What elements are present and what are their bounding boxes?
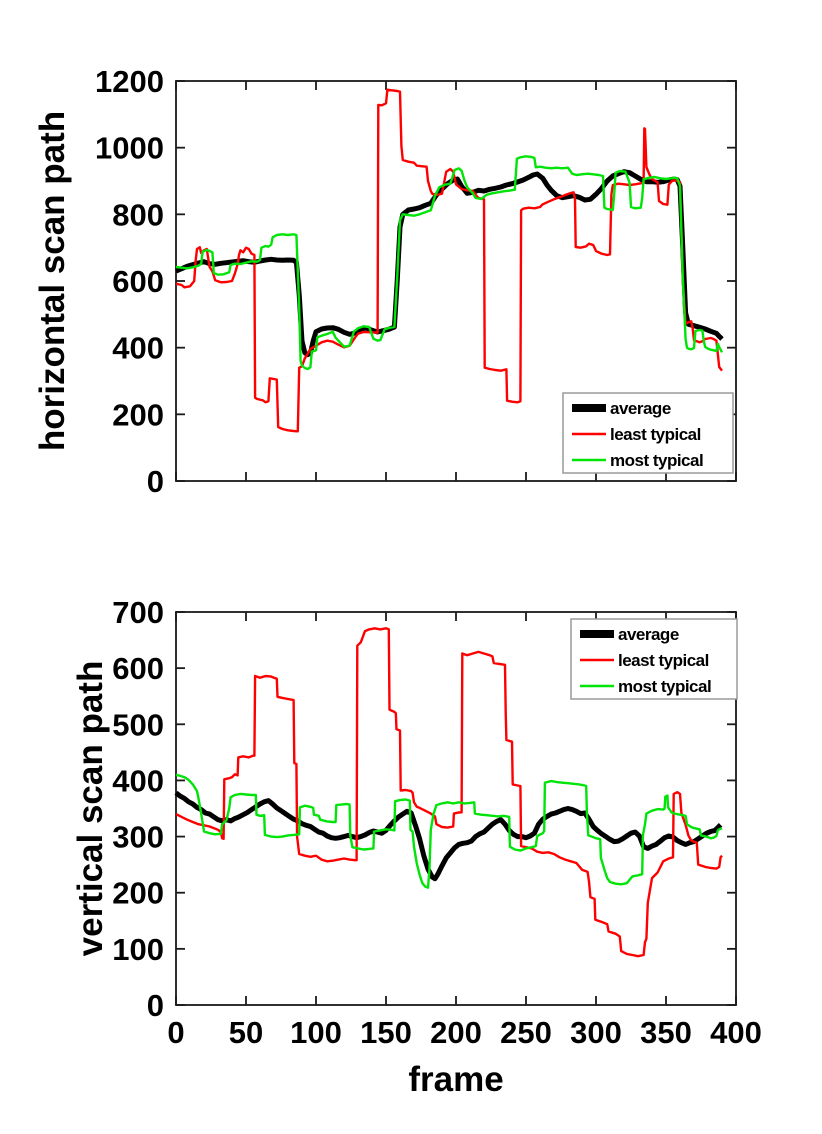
legend-label-most_typical: most typical xyxy=(610,451,704,470)
x-tick-label: 50 xyxy=(228,1015,264,1050)
legend-label-most_typical: most typical xyxy=(618,677,712,696)
y-tick-label: 400 xyxy=(112,763,164,799)
x-tick-label: 150 xyxy=(360,1015,412,1050)
legend-label-least_typical: least typical xyxy=(618,651,709,670)
legend-label-least_typical: least typical xyxy=(610,425,701,444)
legend-label-average: average xyxy=(618,625,679,644)
x-tick-label: 400 xyxy=(710,1015,762,1050)
y-tick-label: 400 xyxy=(112,330,164,366)
series-line-most_typical xyxy=(176,156,722,369)
x-tick-label: 300 xyxy=(570,1015,622,1050)
y-tick-label: 0 xyxy=(146,464,164,499)
y-tick-label: 600 xyxy=(112,264,164,299)
x-axis-title: frame xyxy=(408,1060,504,1099)
y-tick-label: 1200 xyxy=(95,64,164,99)
x-tick-label: 0 xyxy=(167,1015,185,1050)
y-axis-title: vertical scan path xyxy=(71,660,110,957)
x-tick-label: 250 xyxy=(500,1015,552,1050)
y-tick-label: 500 xyxy=(112,707,164,743)
y-tick-label: 800 xyxy=(112,197,164,233)
legend-box xyxy=(571,619,737,699)
y-tick-label: 300 xyxy=(112,819,164,855)
legend-box xyxy=(563,393,733,473)
x-tick-label: 200 xyxy=(430,1015,482,1050)
series-line-average xyxy=(176,793,721,879)
y-tick-label: 100 xyxy=(112,931,164,967)
x-tick-label: 100 xyxy=(290,1015,342,1050)
series-line-most_typical xyxy=(176,775,722,888)
y-tick-label: 700 xyxy=(112,595,164,630)
y-tick-label: 1000 xyxy=(95,130,164,166)
chart-panel-vertical xyxy=(71,595,762,1099)
y-tick-label: 0 xyxy=(146,988,164,1023)
legend-label-average: average xyxy=(610,399,671,418)
series-line-average xyxy=(176,172,722,355)
chart-panel-horizontal xyxy=(33,64,736,499)
y-tick-label: 200 xyxy=(112,875,164,911)
x-tick-label: 350 xyxy=(640,1015,692,1050)
y-tick-label: 600 xyxy=(112,651,164,687)
y-axis-title: horizontal scan path xyxy=(33,110,72,452)
y-tick-label: 200 xyxy=(112,397,164,433)
